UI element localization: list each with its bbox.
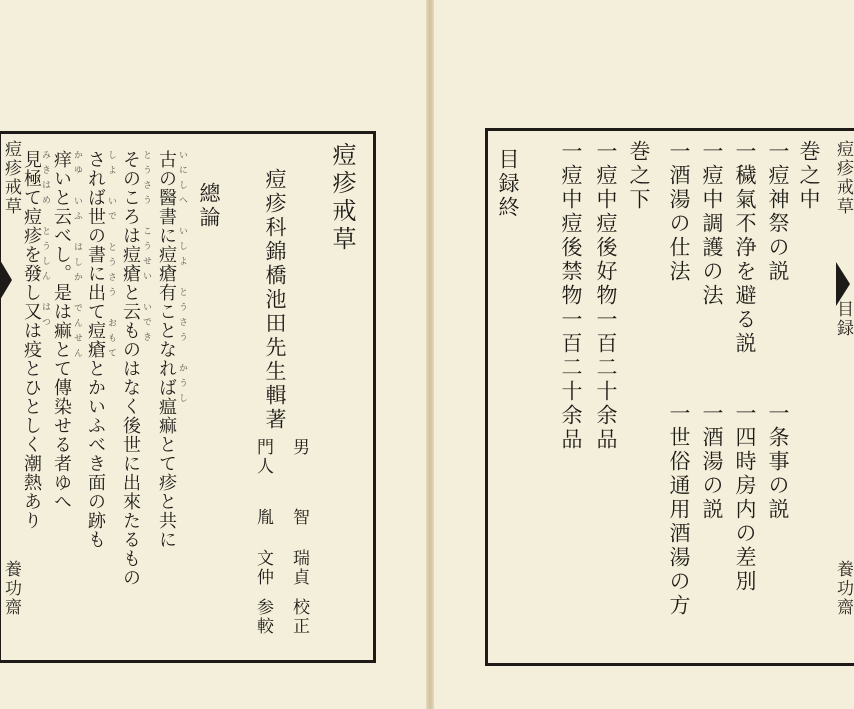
- ruby-column: とうさう こうせい いでき: [141, 150, 151, 347]
- toc-entry: 一痘中痘後禁物一百二十余品: [559, 140, 583, 452]
- ruby-column: しよ いで とうさう おもて: [106, 150, 116, 363]
- ruby-column: いにしへ いしよ とうさう かうし: [177, 150, 187, 408]
- toc-entry: 一痘中調護の法: [700, 140, 724, 308]
- contributor-action: 参較: [253, 598, 273, 636]
- left-margin-title: 痘疹戒草: [1, 140, 21, 216]
- right-margin-fragment: 目録: [833, 300, 853, 338]
- author-line: 痘疹科錦橋池田先生輯著: [263, 168, 287, 432]
- toc-entry: 一条事の説: [766, 402, 790, 522]
- body-column: 古の醫書に痘瘡有ことなれば瘟痲とて疹と共に: [156, 150, 177, 549]
- left-fold-line: [0, 131, 22, 134]
- volume-heading-middle: 巻之中: [797, 140, 821, 212]
- ruby-column: かゆ いふ はしか でんせん: [72, 150, 82, 363]
- book-gutter: [426, 0, 434, 709]
- section-title: 總論: [197, 182, 221, 230]
- contributor-role: 男: [289, 438, 309, 457]
- toc-entry: 一世俗通用酒湯の方: [667, 402, 691, 618]
- body-column: されば世の書に出て痘瘡とかいふべき面の跡も: [85, 150, 106, 549]
- body-column: そのころは痘瘡と云ものはなく後世に出來たるもの: [120, 150, 141, 587]
- fold-marker-icon: [0, 260, 12, 300]
- contributor-action: 校正: [289, 598, 309, 636]
- toc-entry: 一痘中痘後好物一百二十余品: [594, 140, 618, 452]
- toc-entry: 一痘神祭の説: [766, 140, 790, 284]
- toc-entry: 一酒湯の説: [700, 402, 724, 522]
- contributor-name: 智 瑞貞: [289, 508, 309, 587]
- toc-entry: 一四時房内の差別: [733, 402, 757, 594]
- contributor-name: 胤 文仲: [253, 508, 273, 587]
- volume-heading-lower: 巻之下: [627, 140, 651, 212]
- toc-end-marker: 目録終: [496, 148, 520, 220]
- right-margin-title: 痘疹戒草: [833, 140, 853, 216]
- contributor-role: 門人: [253, 438, 273, 476]
- body-column: 痒いと云べし。是は痲とて傳染せる者ゆへ: [51, 150, 72, 511]
- right-margin-bottom: 養功齋: [833, 560, 853, 617]
- left-margin-bottom: 養功齋: [1, 560, 21, 617]
- toc-entry: 一酒湯の仕法: [667, 140, 691, 284]
- book-title: 痘疹戒草: [328, 142, 356, 254]
- body-column: 見極て痘疹を發し又は疫とひとしく潮熱あり: [21, 150, 42, 530]
- toc-entry: 一穢氣不浄を避る説: [733, 140, 757, 356]
- ruby-column: みきはめ とうしん はつ: [40, 150, 50, 332]
